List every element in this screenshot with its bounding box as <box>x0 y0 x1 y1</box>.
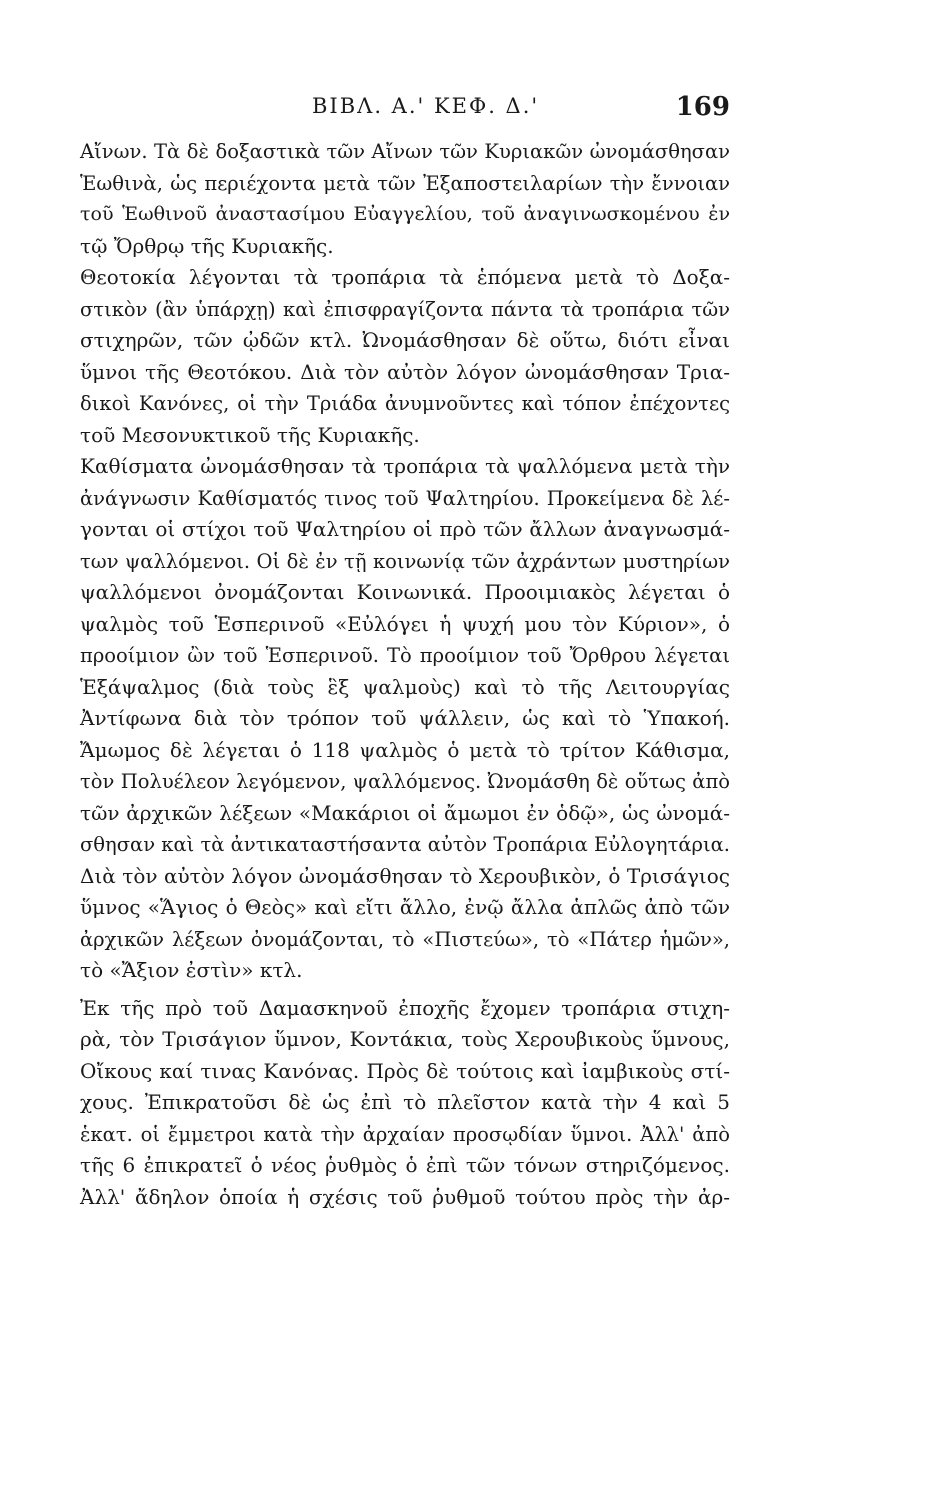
text-line: στικὸν (ἂν ὑπάρχῃ) καὶ ἐπισφραγίζοντα πάντα τὰ τροπάρια τῶν <box>80 297 730 321</box>
text-line: Ἀλλ' ἄδηλον ὁποία ἡ σχέσις τοῦ ῥυθμοῦ τούτου πρὸς τὴν ἀρ- <box>80 1184 730 1209</box>
text-line: Αἴνων. Τὰ δὲ δοξαστικὰ τῶν Αἴνων τῶν Κυριακῶν ὠνομάσθησαν <box>80 140 730 163</box>
text-line: τῷ Ὄρθρῳ τῆς Κυριακῆς. <box>80 233 334 258</box>
text-line: τὸν Πολυέλεον λεγόμενον, ψαλλόμενος. Ὠνομάσθη δὲ οὕτως ἀπὸ <box>80 770 730 793</box>
text-line: των ψαλλόμενοι. Οἱ δὲ ἐν τῇ κοινωνίᾳ τῶν ἀχράντων μυστηρίων <box>80 549 730 573</box>
paragraph-kathismata <box>80 451 730 987</box>
text-line: Ἄμωμος δὲ λέγεται ὁ 118 ψαλμὸς ὁ μετὰ τὸ τρίτον Κάθισμα, <box>80 737 730 762</box>
text-line: δικοὶ Κανόνες, οἱ τὴν Τριάδα ἀνυμνοῦντες καὶ τόπον ἐπέχοντες <box>80 392 730 415</box>
text-line: τοῦ Μεσονυκτικοῦ τῆς Κυριακῆς. <box>80 422 420 447</box>
text-line: σθησαν καὶ τὰ ἀντικαταστήσαντα αὐτὸν Τροπάρια Εὐλογητάρια. <box>80 833 730 856</box>
text-line: τὸ «Ἄξιον ἐστὶν» κτλ. <box>80 958 303 982</box>
text-line: στιχηρῶν, τῶν ᾠδῶν κτλ. Ὠνομάσθησαν δὲ οὕτω, διότι εἶναι <box>80 328 730 352</box>
paragraph-ainon <box>80 136 730 262</box>
text-line: ἀνάγνωσιν Καθίσματός τινος τοῦ Ψαλτηρίου. Προκείμενα δὲ λέ- <box>80 486 730 510</box>
text-line: ἀρχικῶν λέξεων ὀνομάζονται, τὸ «Πιστεύω», τὸ «Πάτερ ἡμῶν», <box>80 927 730 951</box>
running-head: ΒΙΒΛ. Α.' ΚΕΦ. Δ.' <box>312 94 540 118</box>
text-line: τῆς 6 ἐπικρατεῖ ὁ νέος ῥυθμὸς ὁ ἐπὶ τῶν τόνων στηριζόμενος. <box>80 1153 730 1177</box>
text-line: Ἑωθινὰ, ὡς περιέχοντα μετὰ τῶν Ἐξαποστειλαρίων τὴν ἔννοιαν <box>80 171 730 195</box>
text-line: χους. Ἐπικρατοῦσι δὲ ὡς ἐπὶ τὸ πλεῖστον κατὰ τὴν 4 καὶ 5 <box>80 1090 730 1114</box>
text-line: Ἑξάψαλμος (διὰ τοὺς ἓξ ψαλμοὺς) καὶ τὸ τῆς Λειτουργίας <box>80 674 730 699</box>
text-line: τῶν ἀρχικῶν λέξεων «Μακάριοι οἱ ἄμωμοι ἐν ὁδῷ», ὡς ὠνομά- <box>80 800 730 825</box>
text-line: ρὰ, τὸν Τρισάγιον ὕμνον, Κοντάκια, τοὺς Χερουβικοὺς ὕμνους, <box>80 1027 730 1051</box>
text-line: προοίμιον ὢν τοῦ Ἑσπερινοῦ. Τὸ προοίμιον τοῦ Ὄρθρου λέγεται <box>80 644 730 667</box>
text-line: Οἴκους καί τινας Κανόνας. Πρὸς δὲ τούτοις καὶ ἰαμβικοὺς στί- <box>80 1058 730 1083</box>
text-line: ὕμνος «Ἅγιος ὁ Θεὸς» καὶ εἴτι ἄλλο, ἐνῷ ἄλλα ἁπλῶς ἀπὸ τῶν <box>80 895 730 919</box>
paragraph-damascene-era <box>80 993 730 1214</box>
text-line: τοῦ Ἑωθινοῦ ἀναστασίμου Εὐαγγελίου, τοῦ ἀναγινωσκομένου ἐν <box>80 203 730 225</box>
text-line: Καθίσματα ὠνομάσθησαν τὰ τροπάρια τὰ ψαλλόμενα μετὰ τὴν <box>80 454 730 478</box>
text-line: γονται οἱ στίχοι τοῦ Ψαλτηρίου οἱ πρὸ τῶν ἄλλων ἀναγνωσμά- <box>80 517 730 541</box>
text-line: Ἐκ τῆς πρὸ τοῦ Δαμασκηνοῦ ἐποχῆς ἔχομεν τροπάρια στιχη- <box>80 995 730 1020</box>
body-text <box>80 136 730 1213</box>
paragraph-theotokia <box>80 262 730 451</box>
text-line: ἑκατ. οἱ ἔμμετροι κατὰ τὴν ἀρχαίαν προσῳδίαν ὕμνοι. Ἀλλ' ἀπὸ <box>80 1122 730 1146</box>
text-line: Διὰ τὸν αὐτὸν λόγον ὠνομάσθησαν τὸ Χερουβικὸν, ὁ Τρισάγιος <box>80 863 730 888</box>
page-header <box>80 92 730 128</box>
text-line: ψαλλόμενοι ὀνομάζονται Κοινωνικά. Προοιμιακὸς λέγεται ὁ <box>80 580 730 604</box>
page-number: 169 <box>675 92 730 122</box>
text-line: Ἀντίφωνα διὰ τὸν τρόπον τοῦ ψάλλειν, ὡς καὶ τὸ Ὑπακοή. <box>80 706 730 730</box>
text-line: Θεοτοκία λέγονται τὰ τροπάρια τὰ ἑπόμενα μετὰ τὸ Δοξα- <box>80 265 730 289</box>
text-line: ψαλμὸς τοῦ Ἑσπερινοῦ «Εὐλόγει ἡ ψυχή μου τὸν Κύριον», ὁ <box>80 611 730 636</box>
text-line: ὕμνοι τῆς Θεοτόκου. Διὰ τὸν αὐτὸν λόγον ὠνομάσθησαν Τρια- <box>80 359 730 384</box>
